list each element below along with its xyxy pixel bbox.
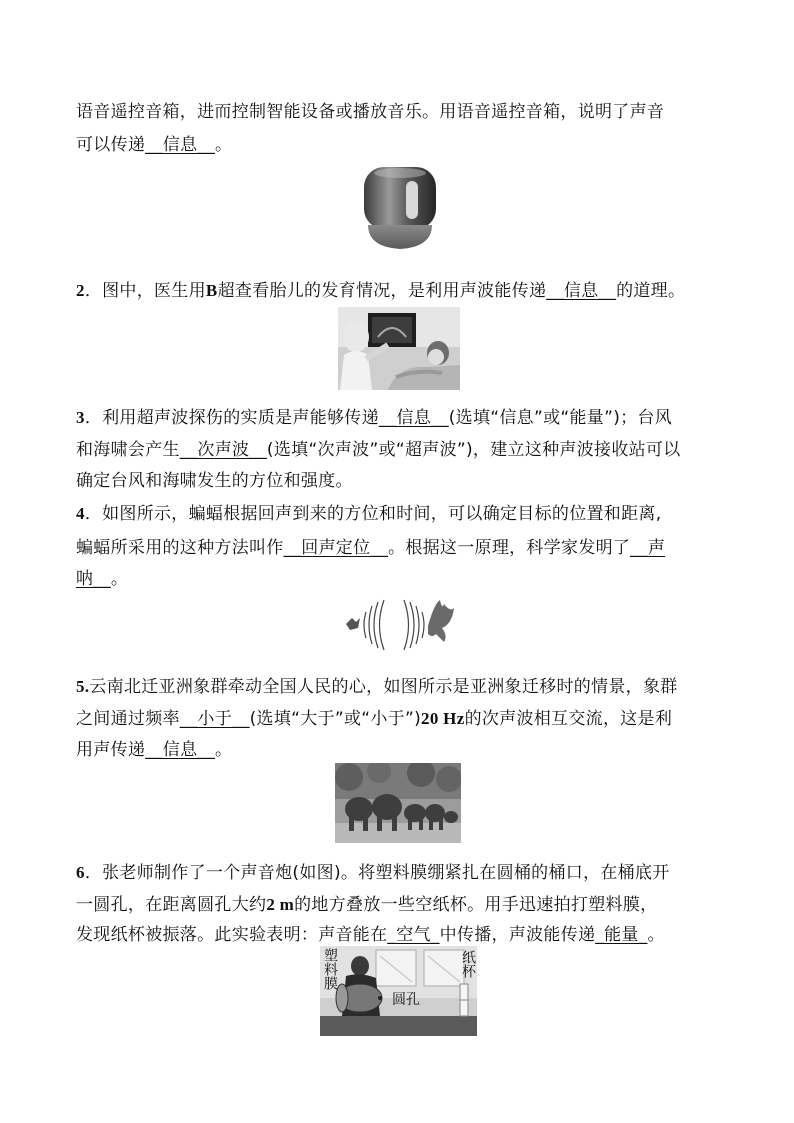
q4-answer-1: __回声定位__ — [283, 538, 389, 558]
q5-answer-1: __小于__ — [179, 709, 250, 729]
q6-answer-1: _空气_ — [387, 925, 440, 945]
plastic-film-label: 塑料膜 — [322, 948, 338, 990]
q6-line-3: 发现纸杯被振落。此实验表明：声音能在_空气_中传播，声波能传递_能量_。 — [76, 925, 665, 945]
q3-line-3: 确定台风和海啸发生的方位和强度。 — [76, 471, 353, 491]
q3-answer-1: __信息__ — [378, 408, 449, 428]
paper-cup-label: 纸杯 — [460, 950, 476, 978]
q5-line-3: 用声传递__信息__。 — [76, 740, 233, 760]
q4-line-2: 蝙蝠所采用的这种方法叫作__回声定位__。根据这一原理，科学家发明了__声 — [76, 538, 666, 558]
q1-line-1: 语音遥控音箱，进而控制智能设备或播放音乐。用语音遥控音箱，说明了声音 — [76, 102, 665, 122]
q2-line: 2．图中，医生用B超查看胎儿的发育情况，是利用声波能传递__信息__的道理。 — [76, 281, 686, 301]
q2-answer: __信息__ — [546, 281, 617, 301]
q6-answer-2: _能量_ — [595, 925, 648, 945]
q1-line-2: 可以传递__信息__。 — [76, 135, 233, 155]
bat-echolocation-image — [344, 598, 456, 652]
q4-line-1: 4．如图所示，蝙蝠根据回声到来的方位和时间，可以确定目标的位置和距离, — [76, 504, 662, 524]
elephant-herd-image — [335, 763, 461, 843]
q4-answer-2: __声 — [630, 538, 666, 558]
q3-answer-2: __次声波__ — [179, 440, 267, 460]
q3-line-2: 和海啸会产生__次声波__(选填“次声波”或“超声波”)，建立这种声波接收站可以 — [76, 440, 681, 460]
q6-line-1: 6．张老师制作了一个声音炮(如图)。将塑料膜绷紧扎在圆桶的桶口，在桶底开 — [76, 863, 670, 883]
q3-line-1: 3．利用超声波探伤的实质是声能够传递__信息__(选填“信息”或“能量”)；台风 — [76, 408, 673, 428]
q5-line-2: 之间通过频率__小于__(选填“大于”或“小于”)20 Hz的次声波相互交流，这是利 — [76, 709, 673, 729]
q5-line-1: 5.云南北迁亚洲象群牵动全国人民的心，如图所示是亚洲象迁移时的情景，象群 — [76, 677, 678, 697]
sound-cannon-image — [320, 946, 477, 1036]
smart-speaker-image — [362, 165, 438, 251]
q4-line-3: 呐__。 — [76, 569, 129, 589]
q1-answer: __信息__ — [145, 135, 216, 155]
ultrasound-image — [338, 307, 460, 390]
q6-line-2: 一圆孔，在距离圆孔大约2 m的地方叠放一些空纸杯。用手迅速拍打塑料膜， — [76, 895, 658, 915]
hole-label: 圆孔 — [392, 992, 420, 1008]
q5-answer-2: __信息__ — [145, 740, 216, 760]
